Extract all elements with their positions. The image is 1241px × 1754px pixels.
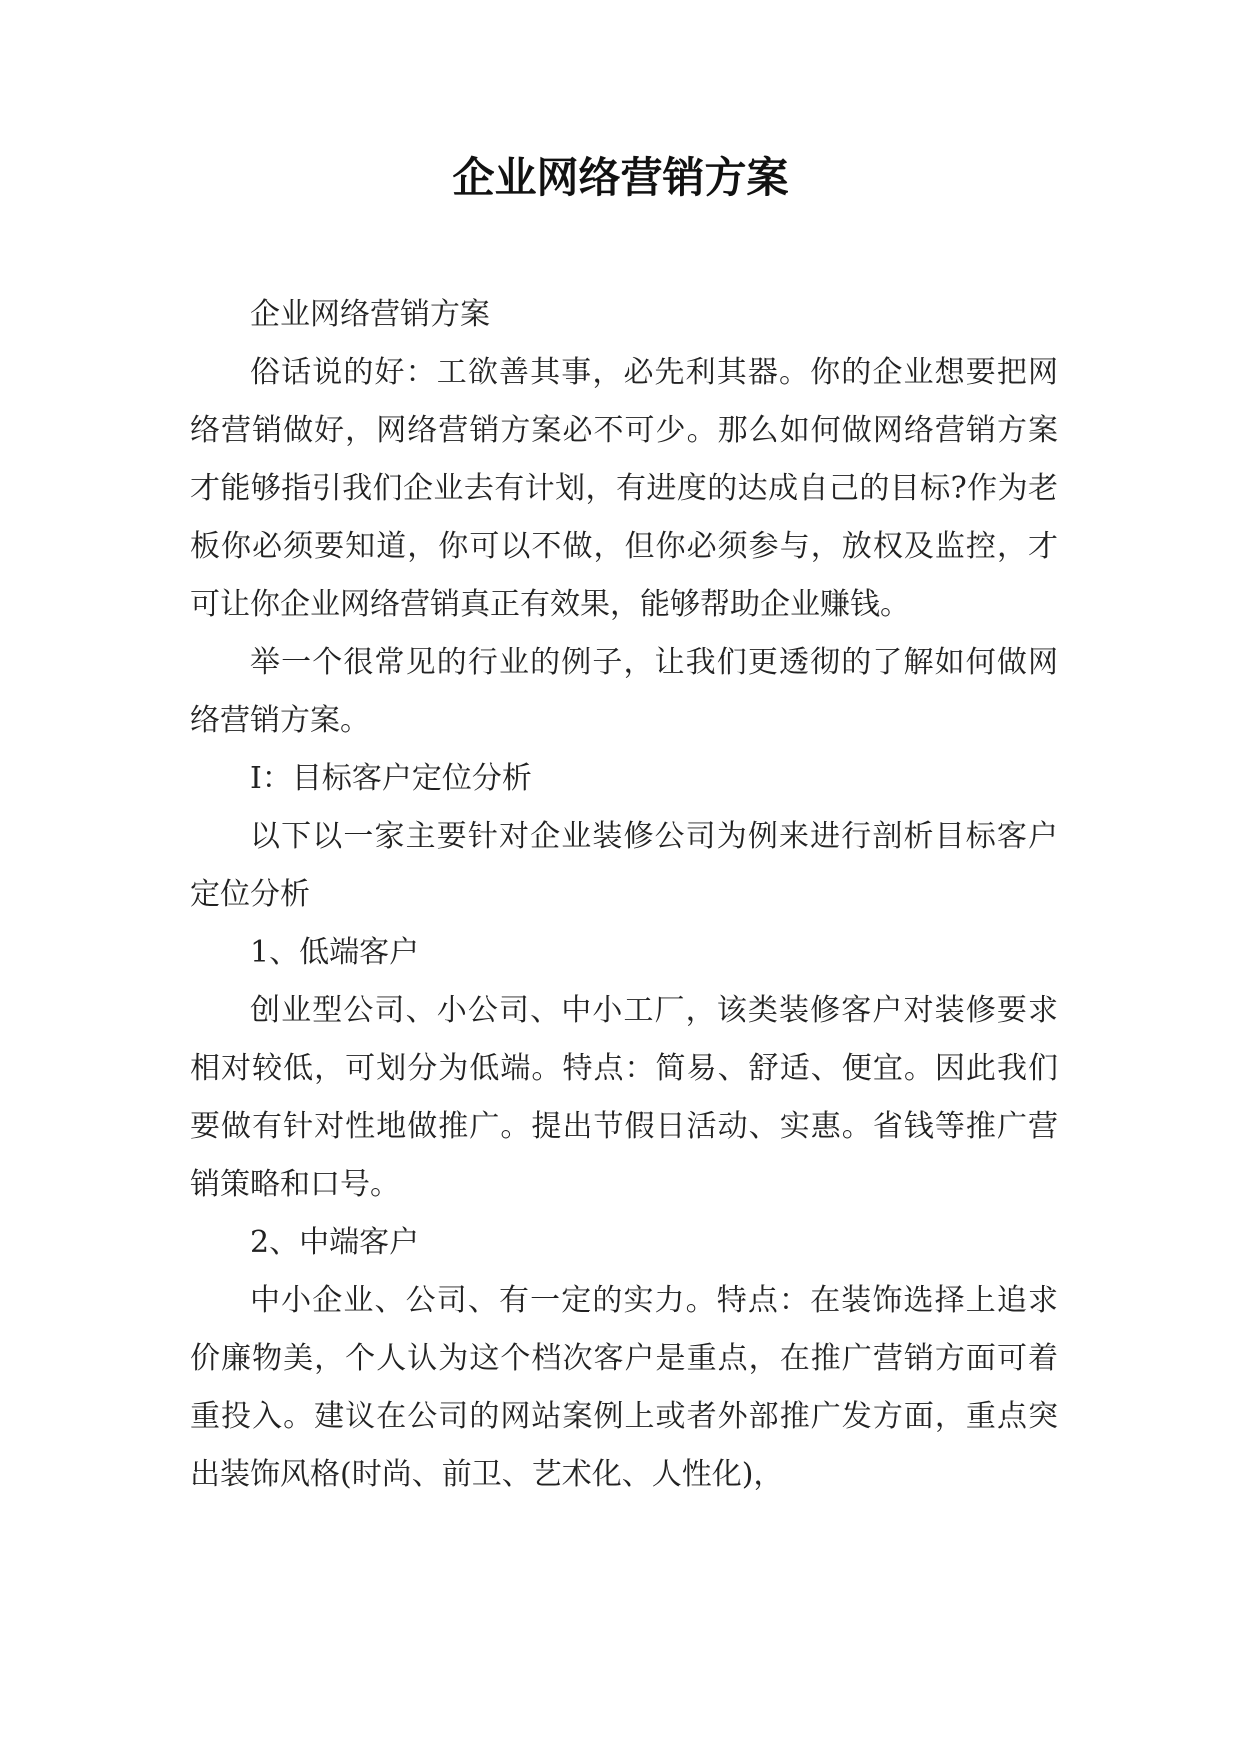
section-heading: 1、低端客户 bbox=[250, 935, 420, 970]
section-heading: Ⅰ：目标客户定位分析 bbox=[250, 761, 532, 796]
document-body bbox=[190, 286, 1058, 1504]
paragraph: 创业型公司、小公司、中小工厂，该类装修客户对装修要求相对较低，可划分为低端。特点：简易、舒适、便宜。因此我们要做有针对性地做推广。提出节假日活动、实惠。省钱等推广营销策略和口号。 bbox=[190, 993, 1058, 1202]
paragraph: 举一个很常见的行业的例子，让我们更透彻的了解如何做网络营销方案。 bbox=[190, 645, 1058, 738]
paragraph: 企业网络营销方案 bbox=[250, 297, 490, 332]
document-title: 企业网络营销方案 bbox=[452, 153, 789, 202]
section-heading: 2、中端客户 bbox=[250, 1225, 420, 1260]
paragraph: 中小企业、公司、有一定的实力。特点：在装饰选择上追求价廉物美，个人认为这个档次客户是重点，在推广营销方面可着重投入。建议在公司的网站案例上或者外部推广发方面，重点突出装饰风格(时尚、前卫、艺术化、人性化)， bbox=[190, 1283, 1058, 1492]
paragraph: 以下以一家主要针对企业装修公司为例来进行剖析目标客户定位分析 bbox=[190, 819, 1058, 912]
paragraph: 俗话说的好：工欲善其事，必先利其器。你的企业想要把网络营销做好，网络营销方案必不可少。那么如何做网络营销方案才能够指引我们企业去有计划，有进度的达成自己的目标?作为老板你必须要知道，你可以不做，但你必须参与，放权及监控，才可让你企业网络营销真正有效果，能够帮助企业赚钱。 bbox=[190, 355, 1058, 622]
